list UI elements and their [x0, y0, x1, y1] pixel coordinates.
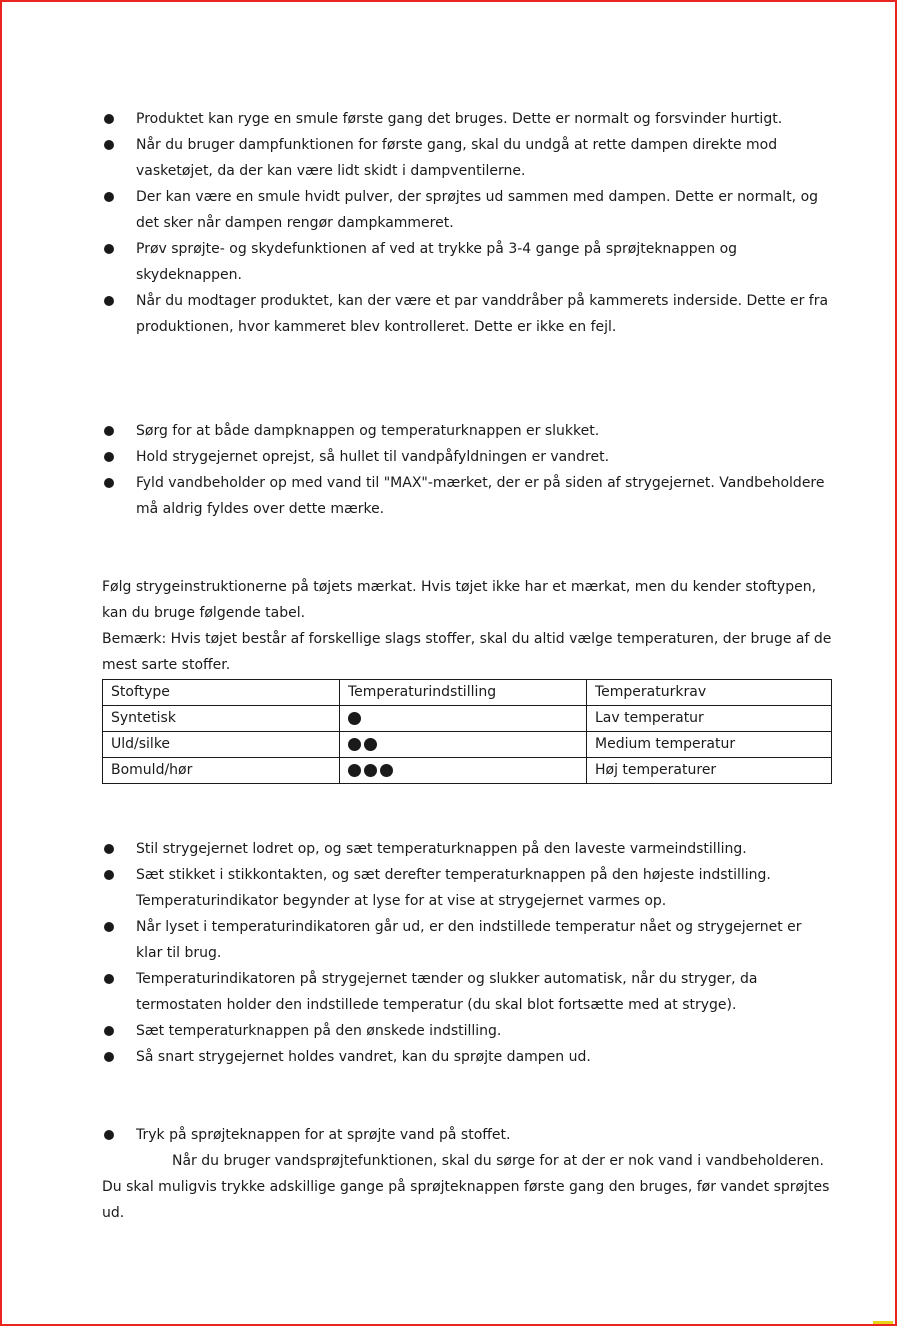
list-item: Prøv sprøjte- og skydefunktionen af ved at trykke på 3-4 gange på sprøjteknappen og skydeknappen. [102, 236, 832, 288]
temperature-note: Bemærk: Hvis tøjet består af forskellige slags stoffer, skal du altid vælge temperaturen, der bruge af de mest sarte stoffer. [102, 631, 832, 673]
list-item: Når lyset i temperaturindikatoren går ud, er den indstillede temperatur nået og strygejernet er klar til brug. [102, 914, 832, 966]
requirement-cell: Medium temperatur [587, 732, 832, 758]
table-header-row [103, 680, 832, 706]
list-item: Når du bruger dampfunktionen for første gang, skal du undgå at rette dampen direkte mod vasketøjet, da der kan være lidt skidt i dampventilerne. [102, 132, 832, 184]
list-item: Produktet kan ryge en smule første gang det bruges. Dette er normalt og forsvinder hurtigt. [102, 106, 832, 132]
fabric-temperature-table [102, 679, 832, 784]
list-item: Sørg for at både dampknappen og temperaturknappen er slukket. [102, 418, 832, 444]
document-body [102, 106, 832, 1226]
table-header-cell: Temperaturkrav [587, 680, 832, 706]
bullet-icon [104, 426, 114, 436]
list-item: Tryk på sprøjteknappen for at sprøjte vand på stoffet. [102, 1122, 832, 1148]
temperature-dot-icon [364, 764, 377, 777]
list-item: Temperaturindikatoren på strygejernet tænder og slukker automatisk, når du stryger, da termostaten holder den indstillede temperatur (du skal blot fortsætte med at stryge). [102, 966, 832, 1018]
temperature-dot-icon [348, 712, 361, 725]
temperature-dot-icon [380, 764, 393, 777]
bullet-icon [104, 844, 114, 854]
first-use-list [102, 106, 832, 340]
bullet-icon [104, 452, 114, 462]
spray-note: Når du bruger vandsprøjtefunktionen, skal du sørge for at der er nok vand i vandbeholderen. Du skal muligvis trykke adskillige gange på sprøjteknappen første gang den bruges, før vandet sprøjtes ud. [102, 1153, 830, 1221]
bullet-icon [104, 870, 114, 880]
bullet-icon [104, 478, 114, 488]
bullet-icon [104, 1052, 114, 1062]
table-row [103, 706, 832, 732]
requirement-cell: Lav temperatur [587, 706, 832, 732]
list-item: Sæt temperaturknappen på den ønskede indstilling. [102, 1018, 832, 1044]
bullet-icon [104, 1026, 114, 1036]
bullet-icon [104, 296, 114, 306]
fabric-cell: Uld/silke [103, 732, 340, 758]
list-item: Der kan være en smule hvidt pulver, der sprøjtes ud sammen med dampen. Dette er normalt, og det sker når dampen rengør dampkammeret. [102, 184, 832, 236]
bullet-icon [104, 974, 114, 984]
bullet-icon [104, 1130, 114, 1140]
bullet-icon [104, 192, 114, 202]
temperature-dot-icon [348, 764, 361, 777]
temperature-dot-icon [364, 738, 377, 751]
list-item: Hold strygejernet oprejst, så hullet til vandpåfyldningen er vandret. [102, 444, 832, 470]
fabric-cell: Syntetisk [103, 706, 340, 732]
bullet-icon [104, 244, 114, 254]
spray-list [102, 1122, 832, 1148]
temperature-dots-icon [348, 712, 361, 725]
temperature-dot-icon [348, 738, 361, 751]
table-row [103, 758, 832, 784]
temperature-intro: Følg strygeinstruktionerne på tøjets mærkat. Hvis tøjet ikke har et mærkat, men du kender stoftypen, kan du bruge følgende tabel. [102, 579, 817, 621]
temperature-dots-cell [340, 758, 587, 784]
table-header-cell: Temperaturindstilling [340, 680, 587, 706]
list-item: Fyld vandbeholder op med vand til "MAX"-mærket, der er på siden af strygejernet. Vandbeholdere må aldrig fyldes over dette mærke. [102, 470, 832, 522]
bullet-icon [104, 140, 114, 150]
temperature-dots-icon [348, 738, 377, 751]
bullet-icon [104, 114, 114, 124]
filling-list [102, 418, 832, 522]
corner-mark [873, 1321, 893, 1324]
list-item: Når du modtager produktet, kan der være et par vanddråber på kammerets inderside. Dette er fra produktionen, hvor kammeret blev kontrolleret. Dette er ikke en fejl. [102, 288, 832, 340]
requirement-cell: Høj temperaturer [587, 758, 832, 784]
fabric-cell: Bomuld/hør [103, 758, 340, 784]
bullet-icon [104, 922, 114, 932]
list-item: Sæt stikket i stikkontakten, og sæt derefter temperaturknappen på den højeste indstilling. Temperaturindikator begynder at lyse for at vise at strygejernet varmes op. [102, 862, 832, 914]
list-item: Så snart strygejernet holdes vandret, kan du sprøjte dampen ud. [102, 1044, 832, 1070]
temperature-dots-cell [340, 732, 587, 758]
heating-list [102, 836, 832, 1070]
table-row [103, 732, 832, 758]
temperature-dots-cell [340, 706, 587, 732]
list-item: Stil strygejernet lodret op, og sæt temperaturknappen på den laveste varmeindstilling. [102, 836, 832, 862]
temperature-dots-icon [348, 764, 393, 777]
table-header-cell: Stoftype [103, 680, 340, 706]
